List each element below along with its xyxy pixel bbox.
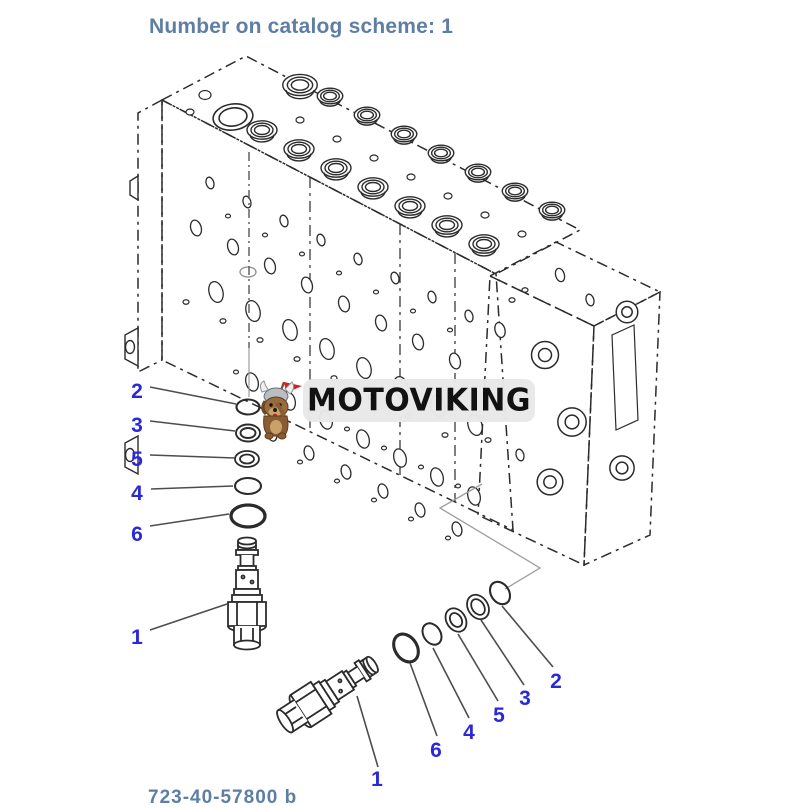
- callout-number-left-2: 2: [131, 380, 143, 403]
- small-hole: [333, 136, 341, 142]
- callout-layer: [131, 380, 562, 791]
- backup-ring-5: [441, 604, 471, 635]
- end-cover-end-face: [584, 292, 660, 565]
- port-hole: [317, 337, 336, 361]
- threaded-port: [354, 107, 380, 125]
- oring-2: [486, 578, 514, 608]
- callout-number-left-1: 1: [131, 626, 143, 649]
- leader-line: [151, 486, 233, 489]
- valve-cartridge-1-left: [228, 538, 266, 650]
- port-hole: [206, 280, 225, 304]
- small-hole: [372, 498, 377, 502]
- bolt-boss: [558, 408, 586, 436]
- leader-line: [502, 606, 553, 667]
- small-hole: [199, 91, 211, 100]
- leader-line: [150, 514, 229, 526]
- small-hole: [446, 536, 451, 540]
- bolt-boss: [532, 342, 559, 369]
- threaded-port: [317, 88, 343, 106]
- small-hole: [442, 433, 448, 438]
- backup-ring-3: [463, 591, 494, 624]
- small-hole: [419, 465, 424, 469]
- callout-number-right-3: 3: [519, 687, 531, 710]
- leader-line: [150, 455, 235, 458]
- port-hole: [451, 521, 464, 537]
- port-hole: [226, 238, 240, 256]
- install-hole-marker: [240, 267, 256, 277]
- block-top-face: [162, 56, 580, 274]
- leader-line: [150, 421, 235, 431]
- leader-line: [410, 663, 437, 736]
- callout-number-right-2: 2: [550, 670, 562, 693]
- oring-6: [389, 629, 424, 666]
- viking-dog-icon: [250, 370, 310, 440]
- callout-number-left-5: 5: [131, 448, 143, 471]
- small-hole: [220, 319, 226, 324]
- main-valve-block: [138, 56, 580, 530]
- mounting-ear: [130, 176, 138, 200]
- watermark-badge: [303, 379, 535, 422]
- small-hole: [186, 109, 194, 115]
- small-hole: [374, 290, 379, 294]
- port-hole: [279, 214, 290, 228]
- small-hole: [485, 438, 491, 443]
- port-hole: [205, 176, 216, 190]
- threaded-port: [321, 159, 351, 180]
- page-title: Number on catalog scheme: 1: [149, 15, 454, 38]
- small-hole: [335, 479, 340, 483]
- small-hole: [411, 309, 416, 313]
- port-hole: [263, 257, 277, 275]
- port-hole: [355, 428, 372, 449]
- block-left-face: [138, 100, 162, 372]
- part-number: 723-40-57800 b: [148, 787, 298, 808]
- callout-number-right-6: 6: [430, 739, 442, 762]
- port-hole: [374, 314, 388, 332]
- port-hole: [316, 233, 327, 247]
- port-hole: [464, 309, 475, 323]
- port-hole: [515, 448, 526, 462]
- small-hole: [370, 155, 378, 161]
- threaded-port: [395, 197, 425, 218]
- oring-6: [231, 505, 265, 527]
- leader-line: [458, 634, 498, 701]
- bolt-boss: [616, 301, 638, 323]
- small-hole: [257, 338, 263, 343]
- port-hole: [429, 466, 446, 487]
- mounting-ear: [125, 328, 138, 366]
- end-cover-slot: [612, 325, 638, 430]
- small-hole: [518, 231, 526, 237]
- small-hole: [456, 484, 461, 488]
- dog-belly: [270, 420, 282, 434]
- small-hole: [183, 300, 189, 305]
- threaded-port: [247, 121, 277, 142]
- leader-line: [433, 648, 469, 718]
- callout-number-left-4: 4: [131, 482, 143, 505]
- port-hole: [448, 352, 462, 370]
- small-hole: [481, 212, 489, 218]
- leader-line: [150, 387, 236, 404]
- port-hole: [353, 252, 364, 266]
- dog-nose: [273, 408, 277, 412]
- port-hole: [303, 445, 316, 461]
- threaded-port: [391, 126, 417, 144]
- watermark-text: MOTOVIKING: [306, 382, 532, 419]
- port-hole: [427, 290, 438, 304]
- port-hole: [337, 295, 351, 313]
- port-hole: [554, 267, 566, 282]
- block-port-pattern: [183, 74, 638, 539]
- port-hole: [280, 318, 299, 342]
- small-hole: [409, 517, 414, 521]
- callout-number-right-4: 4: [463, 721, 475, 744]
- backup-ring-5: [235, 451, 259, 467]
- small-hole: [226, 214, 231, 218]
- small-hole: [234, 370, 239, 374]
- threaded-port: [283, 74, 318, 98]
- small-hole: [300, 252, 305, 256]
- small-hole: [407, 174, 415, 180]
- small-hole: [509, 298, 515, 303]
- port-hole: [411, 333, 425, 351]
- valve-cartridge-1-right: [271, 647, 386, 740]
- oring-4: [419, 620, 446, 649]
- threaded-port: [284, 140, 314, 161]
- dog-leg: [278, 433, 286, 439]
- threaded-port: [428, 145, 454, 163]
- port-hole: [242, 195, 253, 209]
- bolt-boss: [537, 469, 563, 495]
- port-hole: [585, 293, 596, 307]
- dog-leg: [265, 433, 273, 439]
- dog-eye: [269, 403, 272, 406]
- seal-stack-right: [389, 578, 514, 667]
- small-hole: [294, 357, 300, 362]
- ghost-leader-line: [440, 484, 540, 589]
- small-hole: [337, 271, 342, 275]
- oring-4: [235, 478, 261, 494]
- threaded-port: [465, 164, 491, 182]
- callout-number-left-6: 6: [131, 523, 143, 546]
- port-hole: [390, 271, 401, 285]
- callout-number-left-3: 3: [131, 414, 143, 437]
- port-hole: [243, 299, 262, 323]
- port-hole: [392, 447, 409, 468]
- leader-line: [357, 696, 378, 767]
- port-hole: [377, 483, 390, 499]
- leader-line: [481, 620, 524, 685]
- small-hole: [345, 427, 350, 431]
- leader-line: [150, 604, 227, 630]
- threaded-port: [432, 216, 462, 237]
- callout-number-right-1: 1: [371, 768, 383, 791]
- small-hole: [444, 193, 452, 199]
- port-hole: [354, 356, 373, 380]
- small-hole: [382, 446, 387, 450]
- port-hole: [189, 219, 203, 237]
- small-hole: [448, 328, 453, 332]
- port-hole: [493, 321, 507, 338]
- port-hole: [300, 276, 314, 294]
- threaded-port: [539, 202, 565, 220]
- port-hole: [414, 502, 427, 518]
- threaded-port: [469, 235, 499, 256]
- small-hole: [298, 460, 303, 464]
- small-hole: [263, 233, 268, 237]
- threaded-port: [358, 178, 388, 199]
- port-hole: [340, 464, 353, 480]
- small-hole: [296, 117, 304, 123]
- threaded-port: [502, 183, 528, 201]
- bolt-boss: [610, 456, 634, 480]
- callout-number-right-5: 5: [493, 704, 505, 727]
- small-hole: [522, 288, 528, 293]
